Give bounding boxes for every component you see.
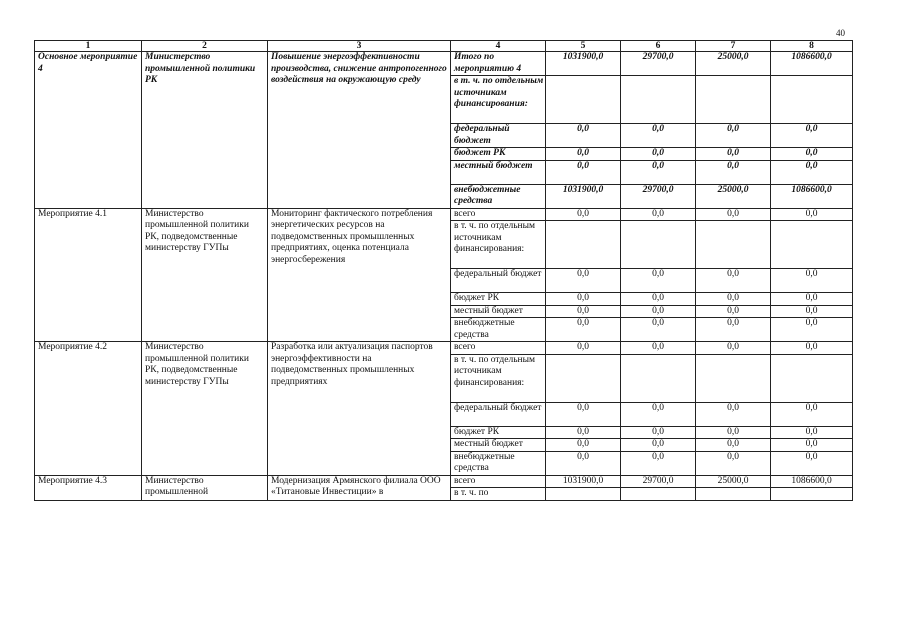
value-cell: 1031900,0 — [546, 184, 621, 208]
funding-source-label: федеральный бюджет — [451, 402, 546, 426]
table-row — [35, 208, 853, 221]
value-cell — [771, 221, 853, 269]
value-cell: 0,0 — [771, 148, 853, 161]
value-cell: 0,0 — [771, 305, 853, 318]
column-header: 2 — [142, 41, 268, 52]
funding-source-label: в т. ч. по — [451, 488, 546, 501]
value-cell: 0,0 — [546, 426, 621, 439]
column-header: 7 — [696, 41, 771, 52]
funding-source-label: всего — [451, 475, 546, 488]
event-name: Мероприятие 4.1 — [35, 208, 142, 342]
value-cell: 0,0 — [621, 269, 696, 293]
value-cell: 0,0 — [696, 402, 771, 426]
value-cell: 1031900,0 — [546, 52, 621, 76]
funding-source-label: внебюджетные средства — [451, 318, 546, 342]
value-cell: 0,0 — [621, 305, 696, 318]
value-cell: 0,0 — [696, 439, 771, 452]
value-cell: 0,0 — [621, 318, 696, 342]
funding-source-label: местный бюджет — [451, 305, 546, 318]
funding-source-label: всего — [451, 342, 546, 355]
value-cell: 1031900,0 — [546, 475, 621, 488]
value-cell: 0,0 — [771, 439, 853, 452]
value-cell: 0,0 — [546, 148, 621, 161]
value-cell: 1086600,0 — [771, 184, 853, 208]
value-cell: 0,0 — [621, 342, 696, 355]
executor: Министерство промышленной политики РК, подведомственные министерству ГУПы — [142, 208, 268, 342]
value-cell: 0,0 — [696, 451, 771, 475]
value-cell: 0,0 — [621, 208, 696, 221]
table-row — [35, 52, 853, 76]
value-cell — [771, 354, 853, 402]
value-cell: 0,0 — [771, 342, 853, 355]
event-name: Основное мероприятие 4 — [35, 52, 142, 209]
value-cell: 0,0 — [621, 402, 696, 426]
funding-source-label: федеральный бюджет — [451, 269, 546, 293]
funding-source-label: местный бюджет — [451, 160, 546, 184]
event-description: Разработка или актуализация паспортов энергоэффективности на подведомственных промышленных предприятиях — [268, 342, 451, 476]
column-header: 5 — [546, 41, 621, 52]
value-cell: 0,0 — [696, 160, 771, 184]
funding-source-label: всего — [451, 208, 546, 221]
value-cell: 0,0 — [696, 293, 771, 306]
column-header: 3 — [268, 41, 451, 52]
value-cell: 0,0 — [696, 426, 771, 439]
value-cell: 0,0 — [546, 305, 621, 318]
value-cell: 0,0 — [546, 451, 621, 475]
value-cell: 0,0 — [546, 160, 621, 184]
value-cell — [771, 488, 853, 501]
value-cell: 0,0 — [771, 269, 853, 293]
funding-source-label: в т. ч. по отдельным источникам финансирования: — [451, 354, 546, 402]
value-cell: 0,0 — [546, 439, 621, 452]
value-cell: 0,0 — [621, 293, 696, 306]
value-cell: 0,0 — [771, 160, 853, 184]
funding-source-label: Итого по мероприятию 4 — [451, 52, 546, 76]
value-cell: 0,0 — [771, 124, 853, 148]
funding-source-label: федеральный бюджет — [451, 124, 546, 148]
value-cell: 0,0 — [696, 124, 771, 148]
value-cell: 25000,0 — [696, 184, 771, 208]
value-cell: 0,0 — [771, 402, 853, 426]
value-cell: 25000,0 — [696, 475, 771, 488]
value-cell: 0,0 — [696, 305, 771, 318]
value-cell — [696, 221, 771, 269]
value-cell: 25000,0 — [696, 52, 771, 76]
value-cell: 0,0 — [546, 293, 621, 306]
executor: Министерство промышленной — [142, 475, 268, 500]
value-cell: 0,0 — [696, 148, 771, 161]
value-cell — [621, 221, 696, 269]
column-header: 6 — [621, 41, 696, 52]
value-cell: 1086600,0 — [771, 475, 853, 488]
funding-source-label: внебюджетные средства — [451, 184, 546, 208]
value-cell — [546, 488, 621, 501]
value-cell — [771, 76, 853, 124]
funding-source-label: бюджет РК — [451, 293, 546, 306]
column-header: 1 — [35, 41, 142, 52]
value-cell: 0,0 — [696, 342, 771, 355]
value-cell: 29700,0 — [621, 52, 696, 76]
value-cell: 0,0 — [621, 439, 696, 452]
value-cell: 0,0 — [621, 148, 696, 161]
value-cell — [696, 354, 771, 402]
executor: Министерство промышленной политики РК — [142, 52, 268, 209]
value-cell — [546, 221, 621, 269]
value-cell: 0,0 — [771, 451, 853, 475]
funding-source-label: бюджет РК — [451, 426, 546, 439]
value-cell: 0,0 — [696, 269, 771, 293]
table-row — [35, 475, 853, 488]
funding-source-label: в т. ч. по отдельным источникам финансирования: — [451, 221, 546, 269]
event-name: Мероприятие 4.2 — [35, 342, 142, 476]
value-cell: 0,0 — [621, 160, 696, 184]
event-name: Мероприятие 4.3 — [35, 475, 142, 500]
event-description: Повышение энергоэффективности производства, снижение антропогенного воздействия на окружающую среду — [268, 52, 451, 209]
value-cell — [621, 76, 696, 124]
value-cell — [546, 354, 621, 402]
value-cell: 29700,0 — [621, 475, 696, 488]
column-header: 8 — [771, 41, 853, 52]
funding-source-label: бюджет РК — [451, 148, 546, 161]
value-cell: 0,0 — [621, 426, 696, 439]
column-number-row — [35, 41, 853, 52]
event-description: Мониторинг фактического потребления энергетических ресурсов на подведомственных промышленных предприятиях, оценка потенциала энергосбережения — [268, 208, 451, 342]
value-cell: 0,0 — [771, 208, 853, 221]
value-cell: 0,0 — [546, 318, 621, 342]
value-cell: 29700,0 — [621, 184, 696, 208]
value-cell — [696, 488, 771, 501]
value-cell: 0,0 — [621, 451, 696, 475]
event-description: Модернизация Армянского филиала ООО «Титановые Инвестиции» в — [268, 475, 451, 500]
executor: Министерство промышленной политики РК, подведомственные министерству ГУПы — [142, 342, 268, 476]
value-cell: 1086600,0 — [771, 52, 853, 76]
value-cell: 0,0 — [546, 402, 621, 426]
funding-source-label: местный бюджет — [451, 439, 546, 452]
value-cell: 0,0 — [696, 318, 771, 342]
column-header: 4 — [451, 41, 546, 52]
value-cell: 0,0 — [696, 208, 771, 221]
page-number: 40 — [836, 28, 845, 38]
value-cell: 0,0 — [771, 426, 853, 439]
value-cell — [621, 488, 696, 501]
value-cell: 0,0 — [546, 208, 621, 221]
funding-source-label: внебюджетные средства — [451, 451, 546, 475]
value-cell: 0,0 — [621, 124, 696, 148]
value-cell: 0,0 — [546, 124, 621, 148]
value-cell: 0,0 — [546, 269, 621, 293]
value-cell: 0,0 — [771, 293, 853, 306]
value-cell — [621, 354, 696, 402]
value-cell — [696, 76, 771, 124]
value-cell: 0,0 — [771, 318, 853, 342]
value-cell: 0,0 — [546, 342, 621, 355]
table-row — [35, 342, 853, 355]
value-cell — [546, 76, 621, 124]
funding-table — [34, 40, 853, 501]
funding-source-label: в т. ч. по отдельным источникам финансирования: — [451, 76, 546, 124]
